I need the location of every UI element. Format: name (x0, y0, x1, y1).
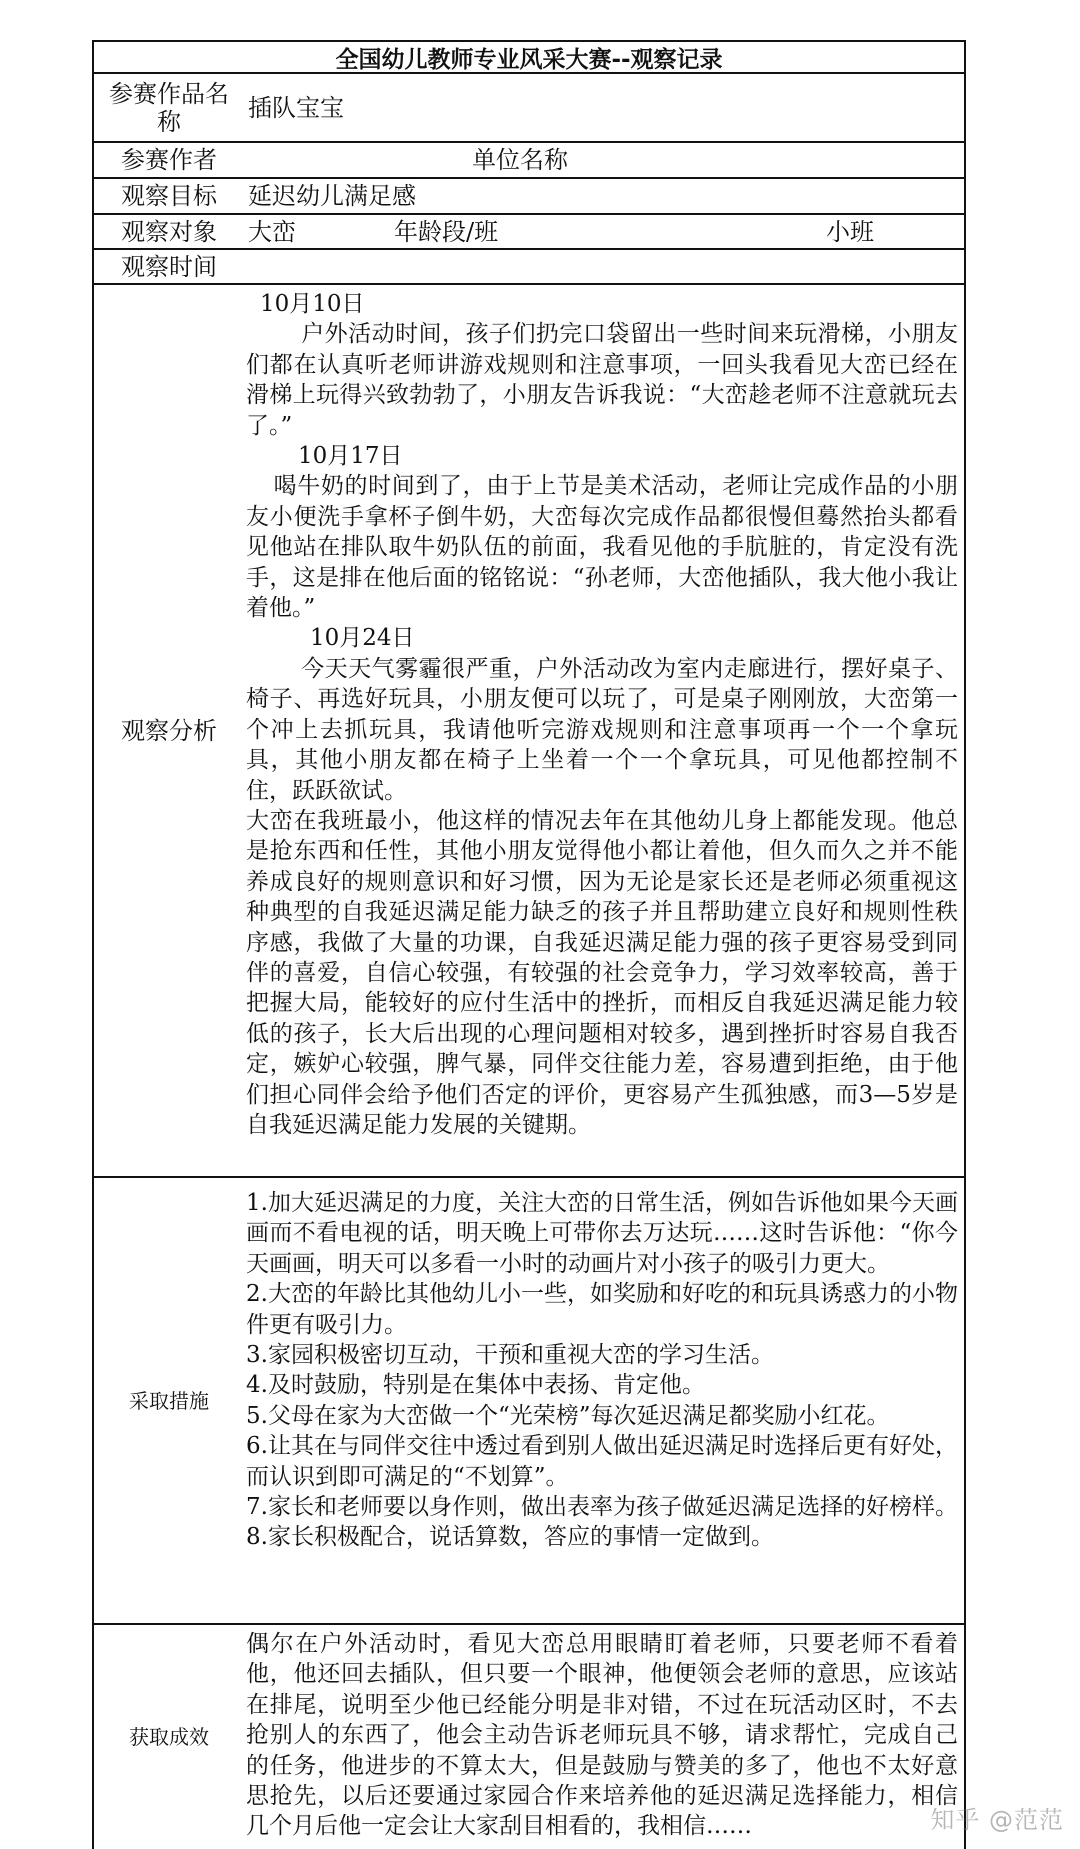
measure-item: 7.家长和老师要以身作则，做出表率为孩子做延迟满足选择的好榜样。 (246, 1494, 958, 1521)
label-analysis: 观察分析 (92, 285, 246, 1178)
row-time (92, 250, 966, 285)
label-work-name: 参赛作品名称 (92, 74, 246, 143)
label-author: 参赛作者 (92, 143, 246, 179)
value-unit-name (768, 143, 966, 179)
value-time (244, 250, 966, 285)
measure-item: 3.家园积极密切互动，干预和重视大峦的学习生活。 (246, 1342, 774, 1369)
row-work-name (92, 74, 966, 143)
analysis-paragraph-3: 今天天气雾霾很严重，户外活动改为室内走廊进行，摆好桌子、椅子、再选好玩具，小朋友便可以玩了，可是桌子刚刚放，大峦第一个冲上去抓玩具，我请他听完游戏规则和注意事项再一个一个拿玩具，其他小朋友都在椅子上坐着一个一个拿玩具，可见他都控制不住，跃跃欲试。 (246, 655, 958, 804)
measure-item: 6.让其在与同伴交往中透过看到别人做出延迟满足时选择后更有好处，而认识到即可满足的“不划算”。 (246, 1433, 958, 1490)
measure-item: 4.及时鼓励，特别是在集体中表扬、肯定他。 (246, 1372, 705, 1399)
label-goal: 观察目标 (92, 179, 246, 215)
analysis-date-3: 10月24日 (310, 625, 415, 652)
analysis-paragraph-4: 大峦在我班最小，他这样的情况去年在其他幼儿身上都能发现。他总是抢东西和任性，其他小朋友觉得他小都让着他，但久而久之并不能养成良好的规则意识和好习惯，因为无论是家长还是老师必须重视这种典型的自我延迟满足能力缺乏的孩子并且帮助建立良好和规则性秩序感，我做了大量的功课，自我延迟满足能力强的孩子更容易受到同伴的喜爱，自信心较强，有较强的社会竞争力，学习效率较高，善于把握大局，能较好的应付生活中的挫折，而相反自我延迟满足能力较低的孩子，长大后出现的心理问题相对较多，遇到挫折时容易自我否定，嫉妒心较强，脾气暴，同伴交往能力差，容易遭到拒绝，由于他们担心同伴会给予他们否定的评价，更容易产生孤独感，而3—5岁是自我延迟满足能力发展的关键期。 (246, 807, 958, 1138)
label-results: 获取成效 (92, 1625, 246, 1849)
measure-item: 5.父母在家为大峦做一个“光荣榜”每次延迟满足都奖励小红花。 (246, 1402, 890, 1429)
watermark: 知乎 @范范 (930, 1806, 1064, 1834)
row-analysis (92, 285, 966, 1178)
row-results (92, 1625, 966, 1849)
row-subject (92, 215, 966, 250)
analysis-paragraph-1: 户外活动时间，孩子们扔完口袋留出一些时间来玩滑梯，小朋友们都在认真听老师讲游戏规则和注意事项，一回头我看见大峦已经在滑梯上玩得兴致勃勃了，小朋友告诉我说：“大峦趁老师不注意就玩去了。” (246, 321, 958, 439)
analysis-date-2: 10月17日 (298, 443, 403, 470)
value-subject: 大峦 (244, 215, 392, 250)
value-author (244, 143, 458, 179)
label-time: 观察时间 (92, 250, 246, 285)
document-title: 全国幼儿教师专业风采大赛--观察记录 (92, 40, 966, 74)
row-measures (92, 1178, 966, 1625)
analysis-date-1: 10月10日 (260, 291, 365, 317)
value-work-name: 插队宝宝 (244, 74, 966, 143)
row-goal (92, 179, 966, 215)
measure-item: 1.加大延迟满足的力度，关注大峦的日常生活，例如告诉他如果今天画画而不看电视的话，明天晚上可带你去万达玩……这时告诉他：“你今天画画，明天可以多看一小时的动画片对小孩子的吸引力更大。 (246, 1190, 958, 1277)
results-paragraph: 偶尔在户外活动时，看见大峦总用眼睛盯着老师，只要老师不看着他，他还回去插队，但只要一个眼神，他便领会老师的意思，应该站在排尾，说明至少他已经能分明是非对错，不过在玩活动区时，不去抢别人的东西了，他会主动告诉老师玩具不够，请求帮忙，完成自己的任务，他进步的不算太大，但是鼓励与赞美的多了，他也不太好意思抢先，以后还要通过家园合作来培养他的延迟满足选择能力，相信几个月后他一定会让大家刮目相看的，我相信…… (246, 1631, 958, 1840)
analysis-paragraph-2: 喝牛奶的时间到了，由于上节是美术活动，老师让完成作品的小朋友小便洗手拿杯子倒牛奶，大峦每次完成作品都很慢但蓦然抬头都看见他站在排队取牛奶队伍的前面，我看见他的手肮脏的，肯定没有洗手，这是排在他后面的铭铭说：“孙老师，大峦他插队，我大他小我让着他。” (246, 473, 958, 622)
value-age-class: 小班 (822, 215, 966, 250)
value-goal: 延迟幼儿满足感 (244, 179, 966, 215)
label-subject: 观察对象 (92, 215, 246, 250)
measure-item: 8.家长积极配合，说话算数，答应的事情一定做到。 (246, 1524, 774, 1551)
label-age-class: 年龄段/班 (390, 215, 824, 250)
measure-item: 2.大峦的年龄比其他幼儿小一些，如奖励和好吃的和玩具诱惑力的小物件更有吸引力。 (246, 1281, 958, 1338)
measures-list (244, 1178, 966, 1625)
row-author (92, 143, 966, 179)
results-text (244, 1625, 966, 1849)
label-unit-name: 单位名称 (456, 143, 770, 179)
label-measures: 采取措施 (92, 1178, 246, 1625)
analysis-text (244, 285, 966, 1178)
